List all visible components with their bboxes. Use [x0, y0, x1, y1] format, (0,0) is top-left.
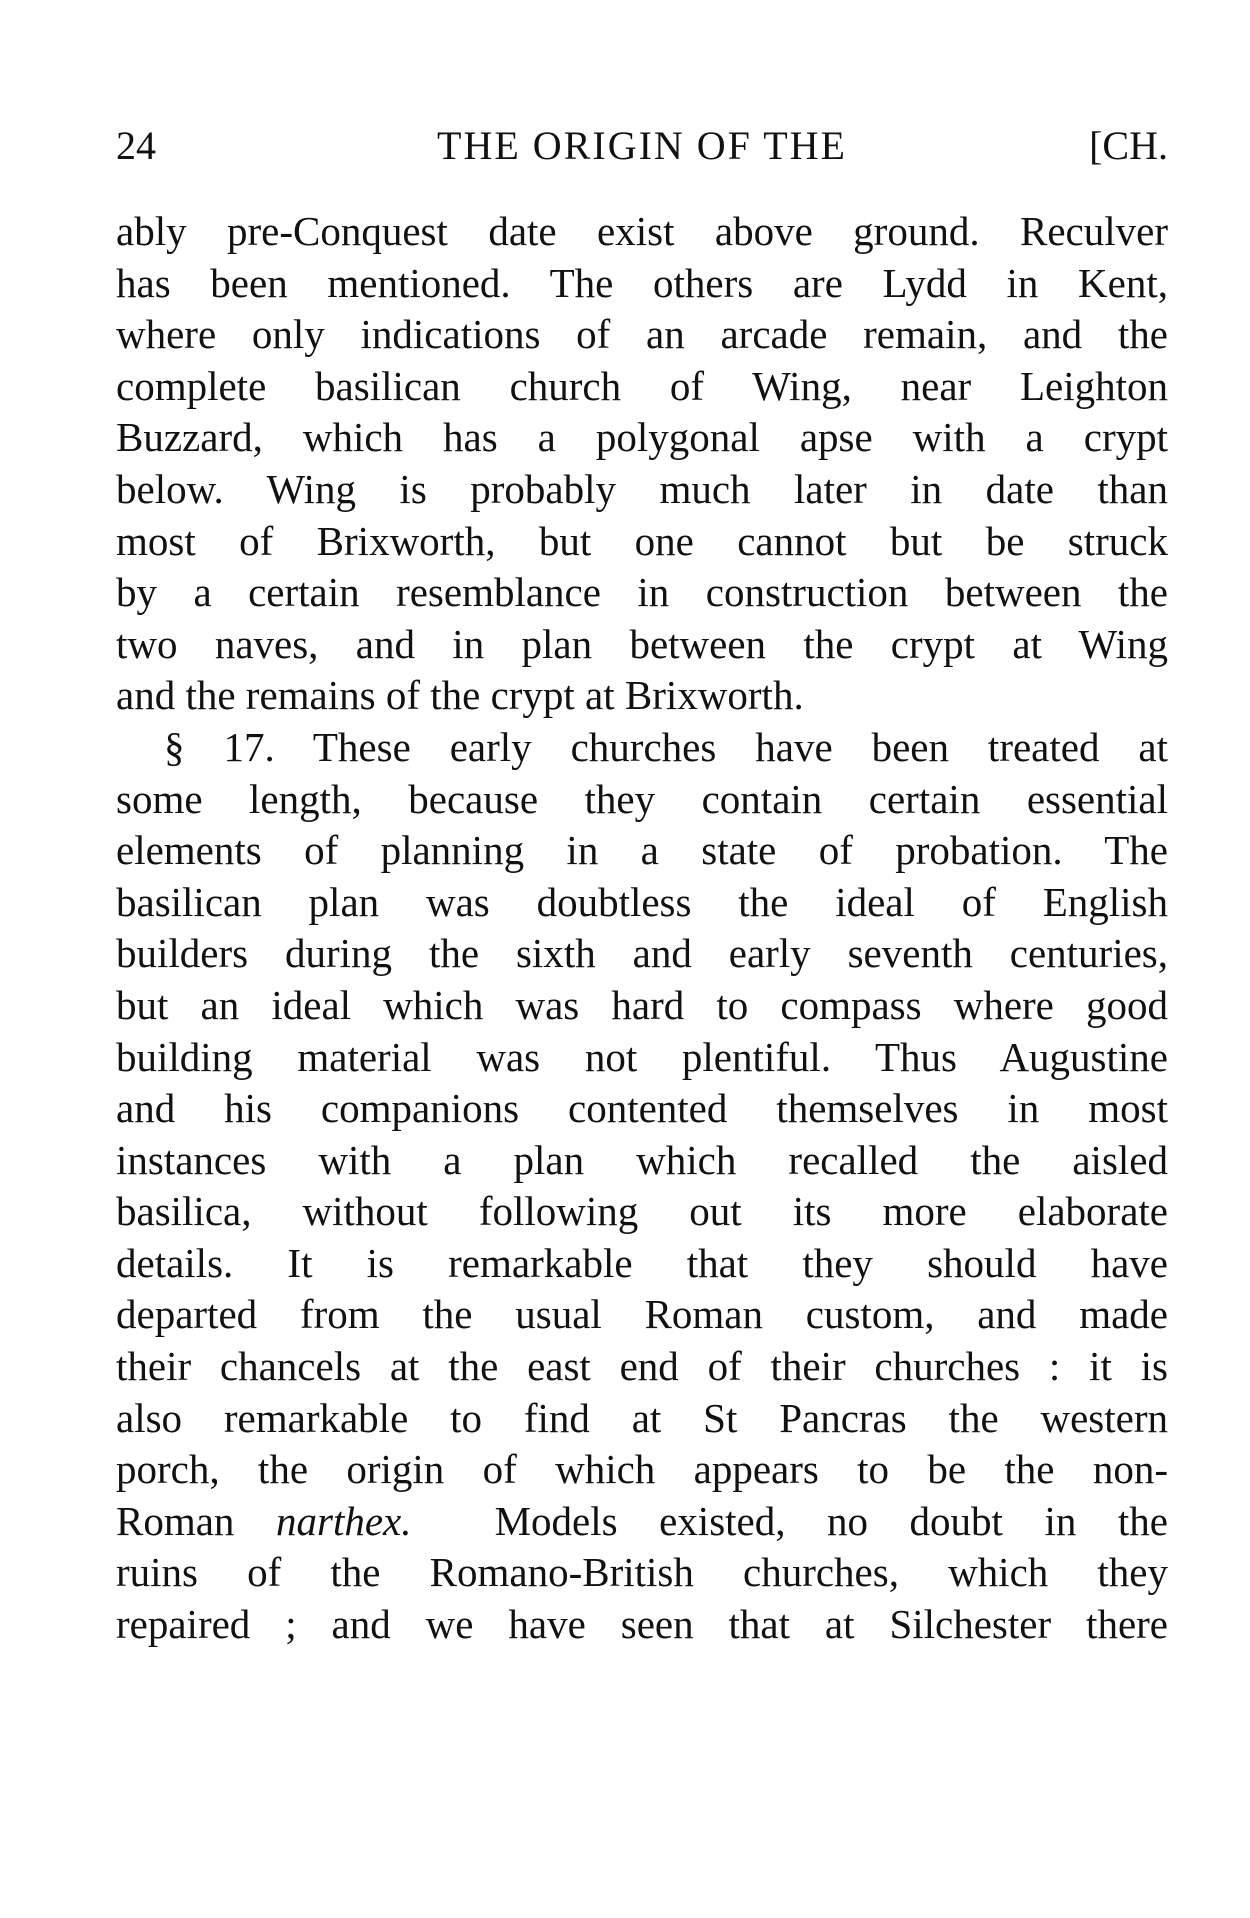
text-line: and his companions contented themselves in most	[116, 1085, 1168, 1132]
text-line: basilican plan was doubtless the ideal of English	[116, 878, 1168, 925]
text-line: basilica, without following out its more elaborate	[116, 1188, 1168, 1235]
text-line: where only indications of an arcade remain, and the	[116, 311, 1168, 358]
text-line: has been mentioned. The others are Lydd in Kent,	[116, 259, 1168, 306]
text-line: two naves, and in plan between the crypt at Wing	[116, 620, 1168, 667]
text-line: details. It is remarkable that they should have	[116, 1239, 1168, 1286]
text-line: builders during the sixth and early seventh centuries,	[116, 930, 1168, 977]
text-line: also remarkable to find at St Pancras the western	[116, 1394, 1168, 1441]
text-line: elements of planning in a state of probation. The	[116, 827, 1168, 874]
text-line-narthex	[116, 1496, 1168, 1548]
text-line: but an ideal which was hard to compass where good	[116, 981, 1168, 1028]
chapter-mark: [CH.	[1089, 123, 1168, 168]
text-line: most of Brixworth, but one cannot but be struck	[116, 517, 1168, 564]
text-line: building material was not plentiful. Thus Augustine	[116, 1033, 1168, 1080]
body-text	[116, 206, 1168, 1651]
text-line: porch, the origin of which appears to be the non-	[116, 1446, 1168, 1493]
text-line: and the remains of the crypt at Brixworth.	[116, 672, 804, 719]
text-line: by a certain resemblance in construction between the	[116, 569, 1168, 616]
section-17-start: § 17. These early churches have been treated at	[164, 723, 1168, 770]
running-header	[116, 122, 1168, 170]
text-line: departed from the usual Roman custom, and made	[116, 1291, 1168, 1338]
running-title: THE ORIGIN OF THE	[437, 123, 847, 168]
page-number: 24	[116, 123, 156, 168]
text-fragment: Models existed, no doubt in the	[494, 1497, 1169, 1544]
text-line: complete basilican church of Wing, near Leighton	[116, 362, 1168, 409]
text-fragment: Roman	[116, 1497, 235, 1544]
text-line: Buzzard, which has a polygonal apse with a crypt	[116, 414, 1168, 461]
text-line: repaired ; and we have seen that at Silchester there	[116, 1601, 1168, 1648]
text-line: some length, because they contain certain essential	[116, 775, 1168, 822]
text-line: instances with a plan which recalled the aisled	[116, 1136, 1168, 1183]
italic-term: narthex.	[275, 1497, 412, 1544]
text-line: ably pre-Conquest date exist above ground. Reculver	[116, 208, 1168, 254]
text-line: their chancels at the east end of their churches : it is	[116, 1343, 1168, 1390]
text-line: ruins of the Romano-British churches, which they	[116, 1549, 1168, 1596]
text-line: below. Wing is probably much later in date than	[116, 465, 1168, 512]
